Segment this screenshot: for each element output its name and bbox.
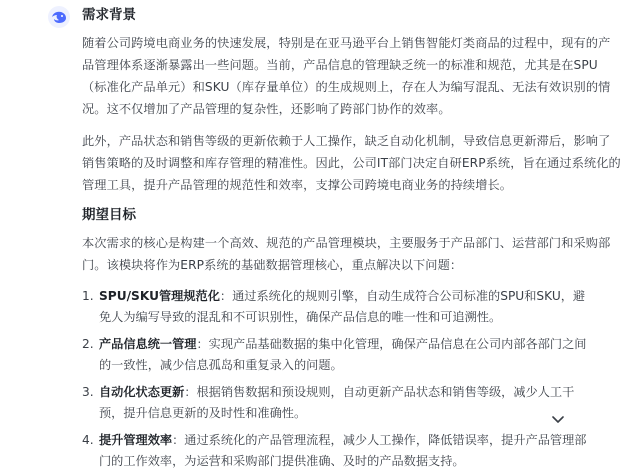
whale-logo-icon: [51, 10, 67, 24]
assistant-avatar: [48, 6, 70, 28]
scroll-to-bottom-button[interactable]: [550, 412, 566, 428]
list-item: [82, 286, 622, 328]
paragraph: 此外，产品状态和销售等级的更新依赖于人工操作，缺乏自动化机制，导致信息更新滞后，影响了销售策略的及时调整和库存管理的精准性。因此，公司IT部门决定自研ERP系统，旨在通过系统化的管理工具，提升产品管理的规范性和效率，支撑公司跨境电商业务的持续增长。: [82, 134, 621, 192]
chevron-down-icon: [552, 416, 564, 424]
section-heading-goals: 期望目标: [82, 207, 136, 223]
list-item-title: 产品信息统一管理: [99, 337, 197, 351]
list-number: 1.: [82, 289, 94, 303]
list-item-title: 提升管理效率: [99, 433, 173, 447]
list-item-text: ：根据销售数据和预设规则，自动更新产品状态和销售等级，减少人工干预，提升信息更新的及时性和准确性。: [99, 385, 575, 420]
list-number: 2.: [82, 337, 94, 351]
list-item-text: ：实现产品基础数据的集中化管理，确保产品信息在公司内部各部门之间的一致性，减少信息孤岛和重复录入的问题。: [99, 337, 587, 372]
list-item-title: 自动化状态更新: [99, 385, 185, 399]
list-item-title: SPU/SKU管理规范化: [99, 289, 220, 303]
list-item: [82, 334, 622, 376]
goals-list: [82, 286, 622, 472]
list-item-text: ：通过系统化的规则引擎，自动生成符合公司标准的SPU和SKU，避免人为编写导致的混乱和不可识别性，确保产品信息的唯一性和可追溯性。: [99, 289, 586, 324]
list-item-text: ：通过系统化的产品管理流程，减少人工操作，降低错误率，提升产品管理部门的工作效率，为运营和采购部门提供准确、及时的产品数据支持。: [99, 433, 587, 468]
list-number: 4.: [82, 433, 94, 447]
paragraph: 随着公司跨境电商业务的快速发展，特别是在亚马逊平台上销售智能灯类商品的过程中，现有的产品管理体系逐渐暴露出一些问题。当前，产品信息的管理缺乏统一的标准和规范，尤其是在SPU（标准化产品单元）和SKU（库存量单位）的生成规则上，存在人为编写混乱、无法有效识别的情况。这不仅增加了产品管理的复杂性，还影响了跨部门协作的效率。: [82, 36, 611, 116]
list-item: [82, 430, 622, 472]
assistant-message: [82, 0, 622, 472]
list-number: 3.: [82, 385, 94, 399]
paragraph: 本次需求的核心是构建一个高效、规范的产品管理模块，主要服务于产品部门、运营部门和采购部门。该模块将作为ERP系统的基础数据管理核心，重点解决以下问题：: [82, 236, 611, 272]
section-heading-background: 需求背景: [82, 7, 136, 23]
list-item: [82, 382, 622, 424]
